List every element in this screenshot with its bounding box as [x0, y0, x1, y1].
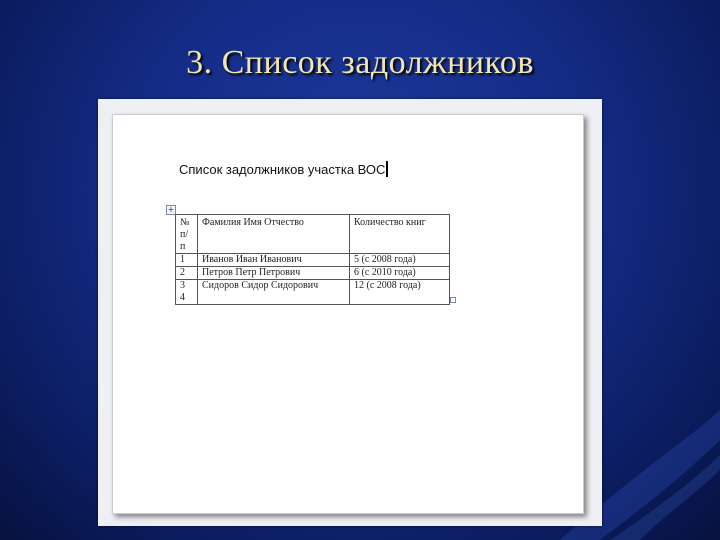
- move-handle-icon[interactable]: +: [167, 205, 175, 214]
- document-heading[interactable]: [179, 161, 388, 177]
- table-cell: Сидоров Сидор Сидорович: [198, 280, 350, 305]
- table-row: [176, 267, 450, 280]
- table-cell: 1: [176, 254, 198, 267]
- table-row: [176, 254, 450, 267]
- document-page: [112, 114, 584, 514]
- table-header-row: [176, 215, 450, 254]
- table-cell: 12 (с 2008 года): [350, 280, 450, 305]
- document-heading-text: Список задолжников участка ВОС: [179, 162, 386, 177]
- table-header-cell: № п/п: [176, 215, 198, 254]
- table-row: [176, 280, 450, 305]
- table-cell: [176, 280, 198, 305]
- row-number: 3: [180, 280, 185, 291]
- table-cell: 5 (с 2008 года): [350, 254, 450, 267]
- table-header-cell: Количество книг: [350, 215, 450, 254]
- slide-title: 3. Список задолжников: [186, 44, 534, 81]
- table-cell: 2: [176, 267, 198, 280]
- row-number: 4: [180, 292, 185, 303]
- table-cell: Петров Петр Петрович: [198, 267, 350, 280]
- resize-handle-icon[interactable]: [450, 297, 456, 303]
- document-screenshot-frame: [98, 99, 602, 526]
- text-cursor: [386, 161, 388, 177]
- table-cell: Иванов Иван Иванович: [198, 254, 350, 267]
- debtors-table: [175, 214, 450, 305]
- table-cell: 6 (с 2010 года): [350, 267, 450, 280]
- table-header-cell: Фамилия Имя Отчество: [198, 215, 350, 254]
